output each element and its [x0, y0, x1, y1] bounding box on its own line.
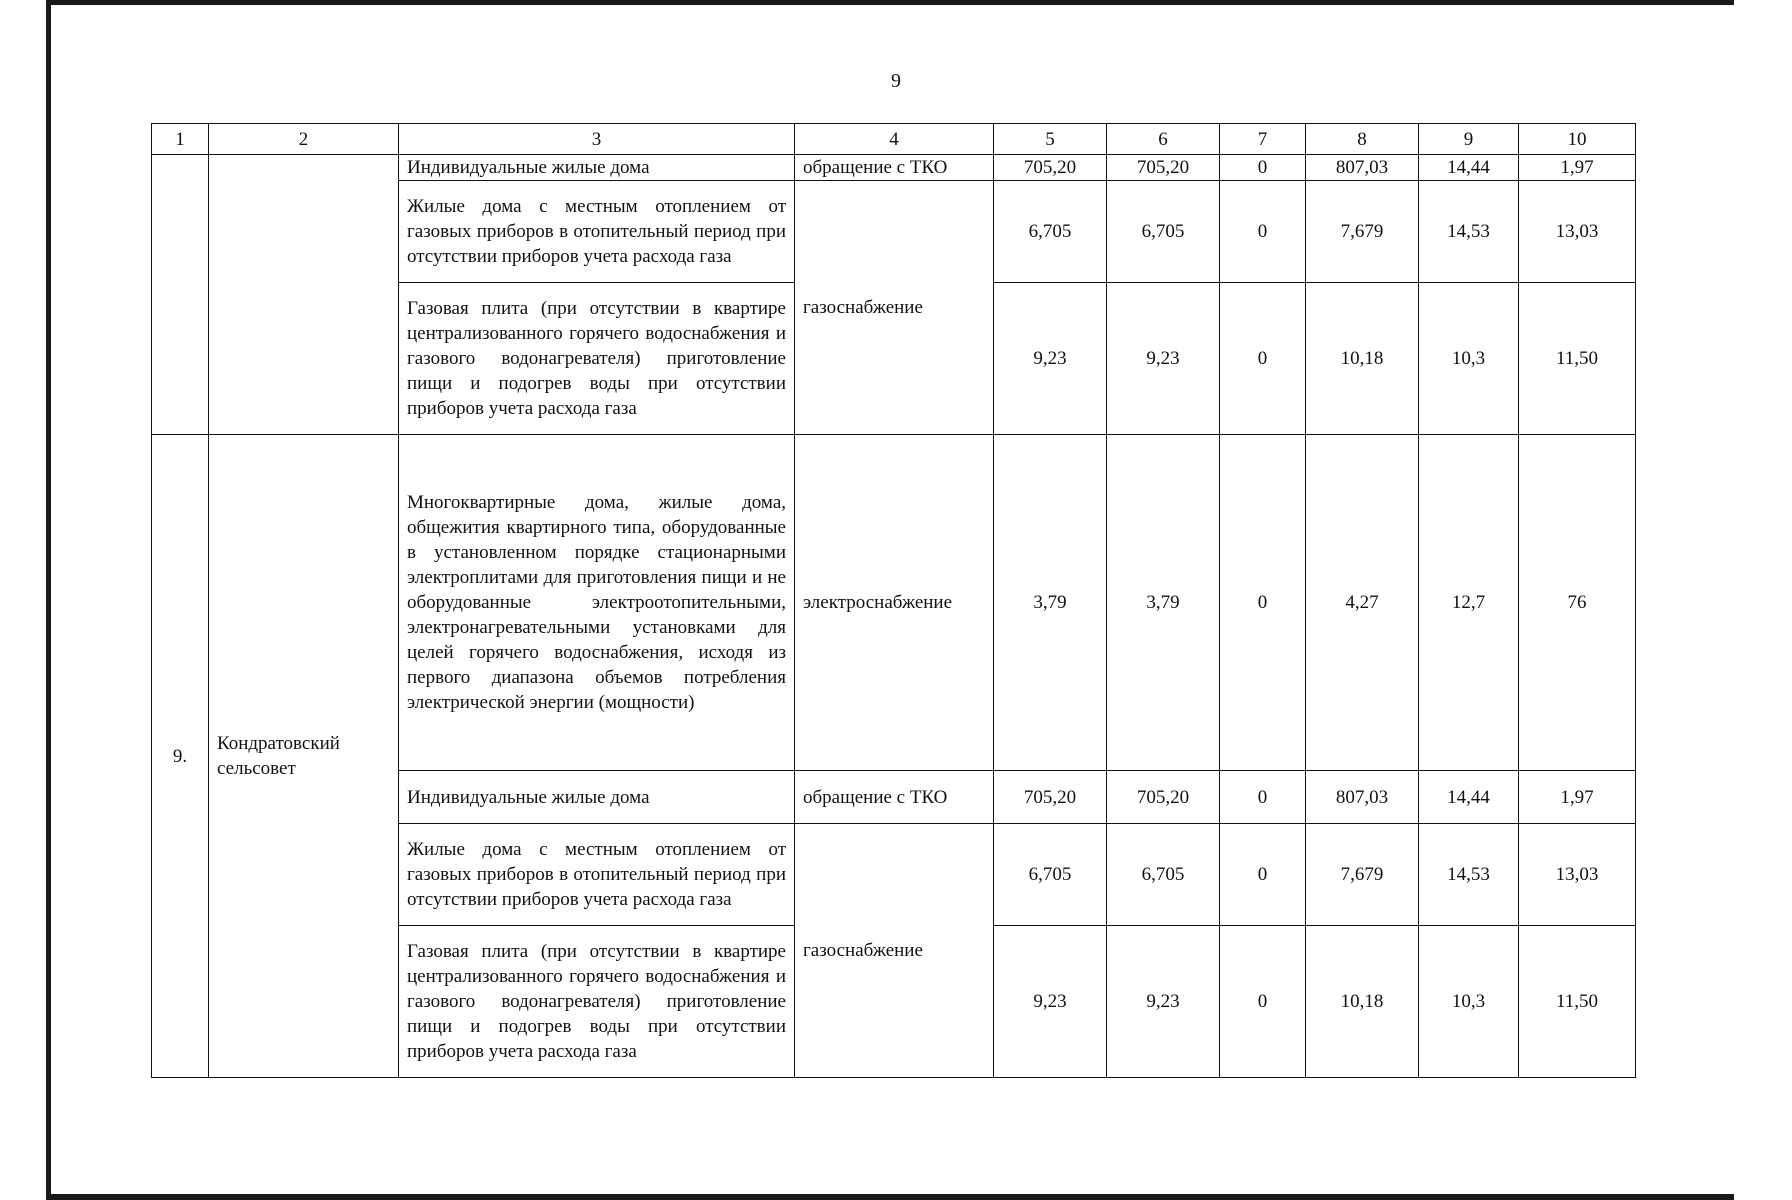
value-cell: 76: [1519, 435, 1636, 771]
scan-frame-bottom: [46, 1194, 1734, 1200]
service-cell: обращение с ТКО: [795, 771, 994, 824]
value-cell: 0: [1220, 771, 1306, 824]
value-cell: 7,679: [1306, 181, 1419, 283]
value-cell: 3,79: [994, 435, 1107, 771]
row-number-cell: 9.: [152, 435, 209, 1078]
header-cell: 10: [1519, 124, 1636, 155]
table-row: [152, 155, 1636, 181]
description-cell: Многоквартирные дома, жилые дома, общежития квартирного типа, оборудованные в установленном порядке стационарными электроплитами для приготовления пищи и не оборудованные электроотопительными, электронагревательными установками для целей горячего водоснабжения, исходя из первого диапазона объемов потребления электрической энергии (мощности): [399, 435, 795, 771]
value-cell: 10,18: [1306, 283, 1419, 435]
tariff-table: [151, 123, 1636, 1078]
value-cell: 7,679: [1306, 824, 1419, 926]
header-cell: 4: [795, 124, 994, 155]
value-cell: 807,03: [1306, 155, 1419, 181]
value-cell: 6,705: [1107, 181, 1220, 283]
description-cell: Индивидуальные жилые дома: [399, 155, 795, 181]
value-cell: 705,20: [994, 771, 1107, 824]
value-cell: 6,705: [994, 181, 1107, 283]
description-cell: Индивидуальные жилые дома: [399, 771, 795, 824]
locality-cell: Кондратовский сельсовет: [209, 435, 399, 1078]
service-cell: электроснабжение: [795, 435, 994, 771]
value-cell: 9,23: [994, 926, 1107, 1078]
description-cell: Жилые дома с местным отоплением от газовых приборов в отопительный период при отсутствии приборов учета расхода газа: [399, 181, 795, 283]
service-cell: газоснабжение: [795, 181, 994, 435]
value-cell: 11,50: [1519, 283, 1636, 435]
value-cell: 705,20: [1107, 155, 1220, 181]
value-cell: 0: [1220, 155, 1306, 181]
value-cell: 14,44: [1419, 155, 1519, 181]
value-cell: 10,18: [1306, 926, 1419, 1078]
value-cell: 0: [1220, 283, 1306, 435]
page-number: 9: [891, 70, 901, 92]
header-cell: 1: [152, 124, 209, 155]
service-cell: обращение с ТКО: [795, 155, 994, 181]
value-cell: 13,03: [1519, 181, 1636, 283]
value-cell: 10,3: [1419, 283, 1519, 435]
value-cell: 1,97: [1519, 771, 1636, 824]
value-cell: 10,3: [1419, 926, 1519, 1078]
value-cell: 0: [1220, 181, 1306, 283]
value-cell: 3,79: [1107, 435, 1220, 771]
value-cell: 0: [1220, 435, 1306, 771]
value-cell: 6,705: [994, 824, 1107, 926]
header-cell: 6: [1107, 124, 1220, 155]
table-header-row: [152, 124, 1636, 155]
value-cell: 14,44: [1419, 771, 1519, 824]
row-number-cell: [152, 155, 209, 435]
header-cell: 3: [399, 124, 795, 155]
scan-frame-top: [46, 0, 1734, 5]
header-cell: 7: [1220, 124, 1306, 155]
value-cell: 705,20: [1107, 771, 1220, 824]
value-cell: 13,03: [1519, 824, 1636, 926]
value-cell: 705,20: [994, 155, 1107, 181]
value-cell: 9,23: [1107, 283, 1220, 435]
value-cell: 14,53: [1419, 824, 1519, 926]
header-cell: 5: [994, 124, 1107, 155]
value-cell: 11,50: [1519, 926, 1636, 1078]
value-cell: 14,53: [1419, 181, 1519, 283]
description-cell: Жилые дома с местным отоплением от газовых приборов в отопительный период при отсутствии приборов учета расхода газа: [399, 824, 795, 926]
header-cell: 9: [1419, 124, 1519, 155]
value-cell: 4,27: [1306, 435, 1419, 771]
value-cell: 1,97: [1519, 155, 1636, 181]
value-cell: 0: [1220, 926, 1306, 1078]
service-cell: газоснабжение: [795, 824, 994, 1078]
value-cell: 6,705: [1107, 824, 1220, 926]
scan-frame-left: [46, 0, 51, 1200]
table-row: [152, 435, 1636, 771]
value-cell: 9,23: [994, 283, 1107, 435]
value-cell: 0: [1220, 824, 1306, 926]
locality-cell: [209, 155, 399, 435]
value-cell: 807,03: [1306, 771, 1419, 824]
description-cell: Газовая плита (при отсутствии в квартире централизованного горячего водоснабжения и газового водонагревателя) приготовление пищи и подогрев воды при отсутствии приборов учета расхода газа: [399, 283, 795, 435]
header-cell: 2: [209, 124, 399, 155]
value-cell: 9,23: [1107, 926, 1220, 1078]
header-cell: 8: [1306, 124, 1419, 155]
value-cell: 12,7: [1419, 435, 1519, 771]
description-cell: Газовая плита (при отсутствии в квартире централизованного горячего водоснабжения и газового водонагревателя) приготовление пищи и подогрев воды при отсутствии приборов учета расхода газа: [399, 926, 795, 1078]
